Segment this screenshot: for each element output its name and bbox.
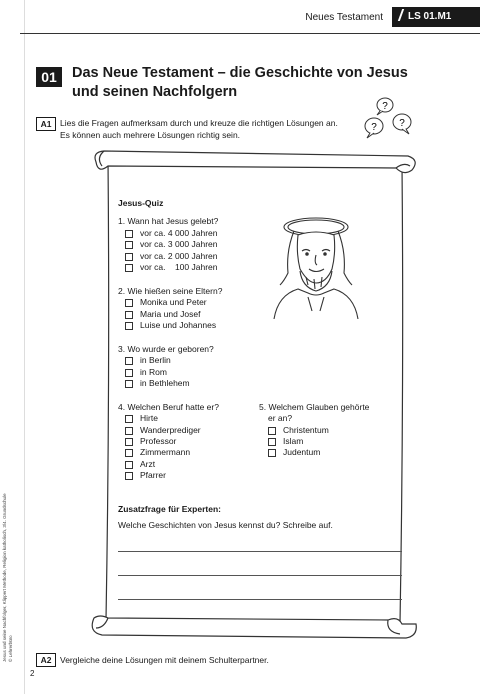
tag-separator bbox=[398, 9, 404, 21]
checkbox[interactable] bbox=[125, 438, 133, 446]
q5-option-1[interactable] bbox=[268, 425, 329, 436]
checkbox[interactable] bbox=[268, 427, 276, 435]
q3-option-1[interactable] bbox=[125, 355, 171, 366]
option-label: Pfarrer bbox=[140, 470, 166, 480]
checkbox[interactable] bbox=[125, 264, 133, 272]
option-label: Arzt bbox=[140, 459, 156, 469]
checkbox[interactable] bbox=[125, 230, 133, 238]
q2-option-1[interactable] bbox=[125, 297, 207, 308]
q1-option-2[interactable] bbox=[125, 239, 218, 250]
option-label: Christentum bbox=[283, 425, 329, 435]
question-1: 1. Wann hat Jesus gelebt? bbox=[118, 216, 219, 226]
option-label: Maria und Josef bbox=[140, 309, 201, 319]
bubble-2-text: ? bbox=[371, 122, 377, 133]
q2-option-2[interactable] bbox=[125, 309, 200, 320]
option-label: vor ca. 4 000 Jahren bbox=[140, 228, 218, 238]
task-label-a1: A1 bbox=[36, 117, 56, 131]
option-label: Zimmermann bbox=[140, 447, 191, 457]
option-label: vor ca. 100 Jahren bbox=[140, 262, 218, 272]
copyright-sidebar bbox=[2, 442, 14, 662]
question-3: 3. Wo wurde er geboren? bbox=[118, 344, 214, 354]
question-2: 2. Wie hießen seine Eltern? bbox=[118, 286, 223, 296]
option-label: Wanderprediger bbox=[140, 425, 201, 435]
header-lesson-tag bbox=[392, 7, 480, 27]
checkbox[interactable] bbox=[125, 311, 133, 319]
checkbox[interactable] bbox=[125, 299, 133, 307]
q1-option-3[interactable] bbox=[125, 251, 218, 262]
option-label: Islam bbox=[283, 436, 304, 446]
checkbox[interactable] bbox=[125, 380, 133, 388]
checkbox[interactable] bbox=[125, 461, 133, 469]
checkbox[interactable] bbox=[125, 415, 133, 423]
checkbox[interactable] bbox=[125, 427, 133, 435]
checkbox[interactable] bbox=[125, 369, 133, 377]
question-4: 4. Welchen Beruf hatte er? bbox=[118, 402, 219, 412]
option-label: Hirte bbox=[140, 413, 158, 423]
checkbox[interactable] bbox=[268, 449, 276, 457]
answer-line-3[interactable] bbox=[118, 599, 402, 600]
q4-option-3[interactable] bbox=[125, 436, 176, 447]
checkbox[interactable] bbox=[125, 472, 133, 480]
margin-line bbox=[24, 0, 25, 694]
option-label: Monika und Peter bbox=[140, 297, 207, 307]
header-tag-label: LS 01.M1 bbox=[408, 11, 452, 22]
answer-line-2[interactable] bbox=[118, 575, 402, 576]
q5-option-3[interactable] bbox=[268, 447, 320, 458]
lesson-number-badge: 01 bbox=[36, 67, 62, 87]
copyright-line-2: © Lehrerbüro bbox=[8, 635, 13, 662]
bubble-1-text: ? bbox=[382, 101, 388, 112]
task-label-a2: A2 bbox=[36, 653, 56, 667]
q5-option-2[interactable] bbox=[268, 436, 303, 447]
option-label: Judentum bbox=[283, 447, 321, 457]
bonus-title: Zusatzfrage für Experten: bbox=[118, 504, 221, 514]
q4-option-5[interactable] bbox=[125, 459, 155, 470]
checkbox[interactable] bbox=[125, 253, 133, 261]
quiz-title: Jesus-Quiz bbox=[118, 198, 164, 208]
option-label: in Berlin bbox=[140, 355, 171, 365]
task1-line1: Lies die Fragen aufmerksam durch und kreuze die richtigen Lösungen an. bbox=[60, 118, 338, 128]
q4-option-2[interactable] bbox=[125, 425, 201, 436]
q3-option-3[interactable] bbox=[125, 378, 190, 389]
page-number: 2 bbox=[30, 669, 35, 678]
q2-option-3[interactable] bbox=[125, 320, 216, 331]
q3-option-2[interactable] bbox=[125, 367, 167, 378]
lesson-title: Das Neue Testament – die Geschichte von Jesus und seinen Nachfolgern bbox=[72, 65, 408, 100]
copyright-line-1: Jesus und seine Nachfolger, Klippert Methode, Religion katholisch, 3/4. Grundschule bbox=[2, 493, 7, 662]
bonus-question: Welche Geschichten von Jesus kennst du? Schreibe auf. bbox=[118, 520, 333, 530]
option-label: vor ca. 2 000 Jahren bbox=[140, 251, 218, 261]
q1-option-1[interactable] bbox=[125, 228, 218, 239]
checkbox[interactable] bbox=[125, 449, 133, 457]
task1-line2: Es können auch mehrere Lösungen richtig sein. bbox=[60, 130, 241, 140]
answer-line-1[interactable] bbox=[118, 551, 402, 552]
option-label: in Rom bbox=[140, 367, 167, 377]
q4-option-4[interactable] bbox=[125, 447, 190, 458]
header-rule bbox=[20, 33, 480, 34]
bubble-3-text: ? bbox=[399, 118, 405, 129]
q4-option-1[interactable] bbox=[125, 413, 158, 424]
option-label: in Bethlehem bbox=[140, 378, 190, 388]
header-section-title: Neues Testament bbox=[305, 12, 383, 23]
q1-option-4[interactable] bbox=[125, 262, 218, 273]
jesus-portrait bbox=[268, 211, 362, 319]
question-5-line2: er an? bbox=[268, 413, 293, 423]
option-label: Professor bbox=[140, 436, 177, 446]
option-label: vor ca. 3 000 Jahren bbox=[140, 239, 218, 249]
checkbox[interactable] bbox=[125, 357, 133, 365]
question-5-line1: 5. Welchem Glauben gehörte bbox=[259, 402, 370, 412]
question-bubbles-icon bbox=[362, 96, 422, 142]
q4-option-6[interactable] bbox=[125, 470, 166, 481]
checkbox[interactable] bbox=[125, 322, 133, 330]
checkbox[interactable] bbox=[268, 438, 276, 446]
option-label: Luise und Johannes bbox=[140, 320, 217, 330]
checkbox[interactable] bbox=[125, 241, 133, 249]
task2-text: Vergleiche deine Lösungen mit deinem Schulterpartner. bbox=[60, 655, 269, 665]
